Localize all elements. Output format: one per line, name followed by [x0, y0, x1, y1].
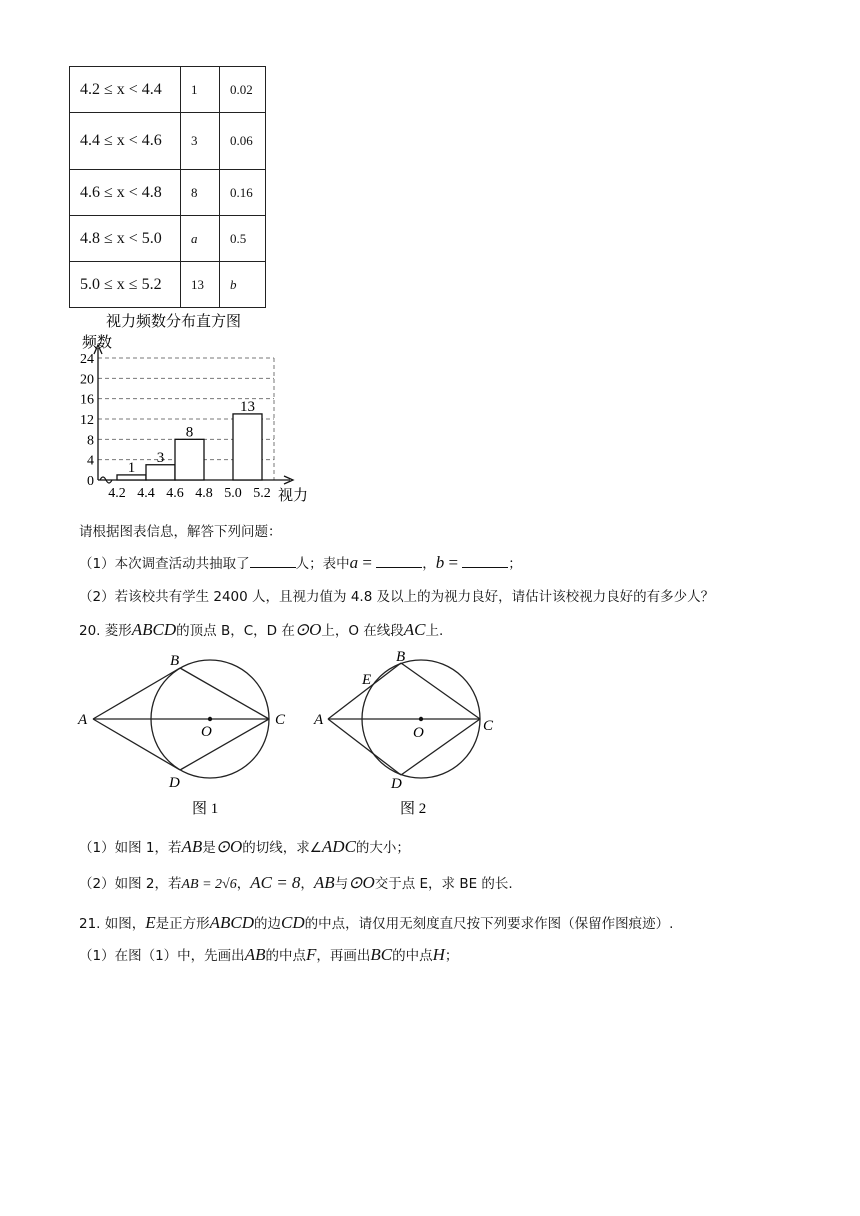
answer-blank — [250, 553, 296, 568]
x-tick-label: 4.4 — [137, 486, 155, 501]
y-tick-label: 24 — [80, 352, 94, 367]
x-tick-label: 5.0 — [224, 486, 242, 501]
table-row — [70, 67, 266, 113]
fig2-caption: 图 2 — [400, 801, 427, 817]
question-20-1: （1）如图 1，若AB是⊙O的切线，求∠ADC的大小； — [79, 837, 410, 856]
y-tick-label: 12 — [80, 413, 94, 428]
y-tick-label: 4 — [87, 453, 94, 469]
question-20: 20. 菱形ABCD的顶点 B，C，D 在⊙O上，O 在线段AC上. — [79, 620, 444, 639]
bar-label: 13 — [240, 398, 255, 415]
point-label: A — [314, 712, 324, 728]
table-cell-freq: 13 — [181, 262, 220, 308]
x-tick-label: 4.6 — [166, 486, 184, 501]
table-row — [70, 262, 266, 308]
table-row — [70, 170, 266, 216]
table-cell-range: 4.8 ≤ x < 5.0 — [70, 216, 181, 262]
answer-blank — [462, 553, 508, 568]
table-cell-range: 4.2 ≤ x < 4.4 — [70, 67, 181, 113]
table-cell-freq: 8 — [181, 170, 220, 216]
table-cell-rate: 0.16 — [220, 170, 266, 216]
frequency-table — [69, 66, 266, 308]
bar-label: 3 — [156, 449, 165, 466]
table-cell-range: 5.0 ≤ x ≤ 5.2 — [70, 262, 181, 308]
bar-label: 8 — [185, 424, 194, 441]
answer-blank — [376, 553, 422, 568]
point-label: D — [169, 775, 180, 791]
geometry-figures — [70, 648, 520, 823]
question-21-1: （1）在图（1）中，先画出AB的中点F，再画出BC的中点H； — [79, 945, 459, 964]
point-label: C — [483, 718, 494, 734]
table-cell-freq: 3 — [181, 113, 220, 170]
point-label: B — [170, 653, 180, 669]
point-label: D — [391, 776, 402, 792]
point-label: O — [201, 724, 212, 740]
table-cell-rate: 0.06 — [220, 113, 266, 170]
table-cell-freq: a — [181, 216, 220, 262]
y-tick-label: 8 — [87, 433, 94, 449]
table-cell-freq: 1 — [181, 67, 220, 113]
point-label: E — [362, 672, 372, 688]
figure-2 — [328, 660, 480, 778]
question-19-1: （1）本次调查活动共抽取了 人；表中a = ，b = ； — [79, 553, 522, 572]
y-tick-label: 16 — [80, 392, 94, 408]
x-tick-label: 4.2 — [108, 486, 126, 501]
question-intro: 请根据图表信息，解答下列问题： — [79, 524, 282, 540]
table-row — [70, 216, 266, 262]
table-row — [70, 113, 266, 170]
chart-title: 视力频数分布直方图 — [106, 314, 242, 330]
table-cell-rate: 0.02 — [220, 67, 266, 113]
fig1-caption: 图 1 — [192, 801, 219, 817]
question-20-2: （2）如图 2，若AB = 2√6，AC = 8，AB与⊙O交于点 E，求 BE 的长. — [79, 873, 513, 892]
point-label: O — [413, 725, 424, 741]
table-cell-range: 4.6 ≤ x < 4.8 — [70, 170, 181, 216]
histogram-bar — [146, 465, 175, 480]
center-dot — [208, 717, 212, 721]
chart-xlabel: 视力 — [278, 488, 309, 504]
point-label: C — [275, 712, 286, 728]
figure-1 — [93, 660, 269, 778]
chart-ylabel: 频数 — [82, 335, 113, 351]
histogram-bar — [175, 439, 204, 480]
x-tick-label: 5.2 — [253, 486, 271, 501]
bar-label: 1 — [127, 459, 136, 476]
histogram-chart — [60, 308, 320, 508]
point-label: A — [78, 712, 88, 728]
question-19-2: （2）若该校共有学生 2400 人，且视力值为 4.8 及以上的为视力良好，请估计该校视力良好的有多少人？ — [79, 589, 715, 605]
table-cell-rate: b — [220, 262, 266, 308]
x-tick-label: 4.8 — [195, 486, 213, 501]
y-tick-label: 20 — [80, 372, 94, 388]
table-cell-range: 4.4 ≤ x < 4.6 — [70, 113, 181, 170]
table-cell-rate: 0.5 — [220, 216, 266, 262]
question-21: 21. 如图，E是正方形ABCD的边CD的中点，请仅用无刻度直尺按下列要求作图（保留作图痕迹）. — [79, 913, 674, 932]
y-tick-label: 0 — [87, 474, 94, 489]
point-label: B — [396, 649, 406, 665]
histogram-bar — [233, 414, 262, 480]
